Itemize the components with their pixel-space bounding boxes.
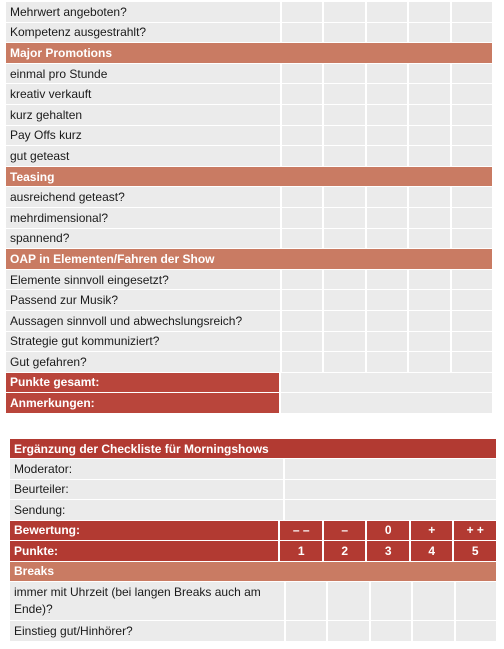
score-cell[interactable] bbox=[450, 290, 492, 310]
score-cell[interactable] bbox=[322, 270, 364, 290]
checklist-row bbox=[6, 105, 492, 126]
score-cell[interactable] bbox=[326, 621, 368, 641]
criterion-label: mehrdimensional? bbox=[6, 208, 280, 228]
points-scale-item: 3 bbox=[365, 541, 409, 561]
score-cell[interactable] bbox=[365, 290, 407, 310]
score-cell[interactable] bbox=[365, 352, 407, 372]
moderator-field[interactable] bbox=[283, 459, 496, 479]
section-title: Breaks bbox=[14, 564, 55, 579]
checklist-row bbox=[6, 332, 492, 353]
score-cell[interactable] bbox=[322, 23, 364, 43]
score-cell[interactable] bbox=[407, 84, 449, 104]
score-cell[interactable] bbox=[407, 187, 449, 207]
beurteiler-field[interactable] bbox=[283, 480, 496, 500]
rating-scale-item: 0 bbox=[365, 521, 409, 541]
points-scale-item: 5 bbox=[452, 541, 496, 561]
score-cell[interactable] bbox=[365, 2, 407, 22]
score-cell[interactable] bbox=[322, 332, 364, 352]
info-row-sendung bbox=[10, 500, 496, 521]
score-cell[interactable] bbox=[450, 64, 492, 84]
section-title: Teasing bbox=[10, 169, 55, 184]
score-cell[interactable] bbox=[365, 311, 407, 331]
checklist-row bbox=[6, 208, 492, 229]
score-cell[interactable] bbox=[407, 332, 449, 352]
score-cell[interactable] bbox=[322, 208, 364, 228]
score-cell[interactable] bbox=[450, 146, 492, 166]
points-scale-item: 2 bbox=[322, 541, 366, 561]
points-label: Punkte: bbox=[14, 543, 59, 558]
section-title: Major Promotions bbox=[10, 45, 113, 60]
checklist-row bbox=[10, 582, 496, 621]
checklist-row bbox=[6, 84, 492, 105]
score-cell[interactable] bbox=[322, 2, 364, 22]
sendung-field[interactable] bbox=[283, 500, 496, 520]
score-cell[interactable] bbox=[280, 84, 322, 104]
score-cell[interactable] bbox=[280, 187, 322, 207]
score-cell[interactable] bbox=[280, 229, 322, 249]
score-cell[interactable] bbox=[280, 352, 322, 372]
morningshow-header bbox=[10, 439, 496, 459]
checklist-row bbox=[6, 146, 492, 167]
sendung-label: Sendung: bbox=[10, 500, 283, 520]
score-cell[interactable] bbox=[407, 105, 449, 125]
checklist-table bbox=[6, 2, 492, 414]
score-cell[interactable] bbox=[407, 352, 449, 372]
criterion-label: Passend zur Musik? bbox=[6, 290, 280, 310]
score-cell[interactable] bbox=[407, 208, 449, 228]
score-cell[interactable] bbox=[407, 126, 449, 146]
score-cell[interactable] bbox=[280, 290, 322, 310]
score-cell[interactable] bbox=[454, 621, 496, 641]
score-cell[interactable] bbox=[365, 332, 407, 352]
criterion-label: Aussagen sinnvoll und abwechslungsreich? bbox=[6, 311, 280, 331]
checklist-row bbox=[10, 621, 496, 642]
criterion-label: Einstieg gut/Hinhörer? bbox=[10, 621, 284, 641]
notes-row bbox=[6, 393, 492, 414]
score-cell[interactable] bbox=[411, 582, 453, 620]
rating-scale-item: + bbox=[409, 521, 453, 541]
points-total-field[interactable] bbox=[279, 373, 492, 393]
criterion-label: immer mit Uhrzeit (bei langen Breaks auch am Ende)? bbox=[10, 582, 284, 620]
criterion-label: Elemente sinnvoll eingesetzt? bbox=[6, 270, 280, 290]
score-cell[interactable] bbox=[450, 126, 492, 146]
criterion-label: spannend? bbox=[6, 229, 280, 249]
section-header-oap bbox=[6, 249, 492, 270]
score-cell[interactable] bbox=[322, 352, 364, 372]
score-cell[interactable] bbox=[322, 126, 364, 146]
rating-scale-row bbox=[10, 521, 496, 542]
header-fill bbox=[284, 439, 496, 458]
score-cell[interactable] bbox=[407, 311, 449, 331]
score-cell[interactable] bbox=[280, 64, 322, 84]
score-cell[interactable] bbox=[280, 146, 322, 166]
score-cell[interactable] bbox=[365, 84, 407, 104]
checklist-row bbox=[6, 229, 492, 250]
score-cell[interactable] bbox=[322, 64, 364, 84]
score-cell[interactable] bbox=[284, 582, 326, 620]
rating-scale-item: – – bbox=[278, 521, 322, 541]
points-scale-item: 4 bbox=[409, 541, 453, 561]
score-cell[interactable] bbox=[322, 311, 364, 331]
score-cell[interactable] bbox=[450, 187, 492, 207]
score-cell[interactable] bbox=[365, 146, 407, 166]
score-cell[interactable] bbox=[322, 84, 364, 104]
score-cell[interactable] bbox=[450, 105, 492, 125]
rating-label: Bewertung: bbox=[14, 523, 80, 538]
score-cell[interactable] bbox=[407, 270, 449, 290]
checklist-row bbox=[6, 64, 492, 85]
criterion-label: Pay Offs kurz bbox=[6, 126, 280, 146]
rating-scale-item: + + bbox=[452, 521, 496, 541]
score-cell[interactable] bbox=[450, 2, 492, 22]
score-cell[interactable] bbox=[450, 23, 492, 43]
section-header-teasing bbox=[6, 167, 492, 188]
score-cell[interactable] bbox=[450, 229, 492, 249]
criterion-label: einmal pro Stunde bbox=[6, 64, 280, 84]
score-cell[interactable] bbox=[365, 270, 407, 290]
score-cell[interactable] bbox=[322, 290, 364, 310]
score-cell[interactable] bbox=[280, 105, 322, 125]
score-cell[interactable] bbox=[280, 311, 322, 331]
score-cell[interactable] bbox=[411, 621, 453, 641]
score-cell[interactable] bbox=[407, 23, 449, 43]
criterion-label: gut geteast bbox=[6, 146, 280, 166]
score-cell[interactable] bbox=[322, 146, 364, 166]
checklist-row bbox=[6, 311, 492, 332]
info-row-beurteiler bbox=[10, 480, 496, 501]
score-cell[interactable] bbox=[365, 229, 407, 249]
score-cell[interactable] bbox=[284, 621, 326, 641]
beurteiler-label: Beurteiler: bbox=[10, 480, 283, 500]
score-cell[interactable] bbox=[365, 208, 407, 228]
score-cell[interactable] bbox=[280, 126, 322, 146]
notes-label: Anmerkungen: bbox=[6, 393, 279, 413]
score-cell[interactable] bbox=[365, 126, 407, 146]
score-cell[interactable] bbox=[454, 582, 496, 620]
score-cell[interactable] bbox=[365, 187, 407, 207]
section-title: OAP in Elementen/Fahren der Show bbox=[10, 251, 215, 266]
criterion-label: Mehrwert angeboten? bbox=[6, 2, 280, 22]
criterion-label: Gut gefahren? bbox=[6, 352, 280, 372]
checklist-row bbox=[6, 126, 492, 147]
score-cell[interactable] bbox=[450, 270, 492, 290]
criterion-label: kurz gehalten bbox=[6, 105, 280, 125]
section-header-breaks bbox=[10, 562, 496, 583]
checklist-row bbox=[6, 352, 492, 373]
points-scale-row bbox=[10, 541, 496, 562]
criterion-label: Kompetenz ausgestrahlt? bbox=[6, 23, 280, 43]
score-cell[interactable] bbox=[407, 2, 449, 22]
info-row-moderator bbox=[10, 459, 496, 480]
notes-field[interactable] bbox=[279, 393, 492, 413]
score-cell[interactable] bbox=[280, 270, 322, 290]
points-total-row bbox=[6, 373, 492, 394]
score-cell[interactable] bbox=[450, 332, 492, 352]
score-cell[interactable] bbox=[407, 64, 449, 84]
score-cell[interactable] bbox=[450, 311, 492, 331]
score-cell[interactable] bbox=[322, 105, 364, 125]
points-total-label: Punkte gesamt: bbox=[6, 373, 279, 393]
moderator-label: Moderator: bbox=[10, 459, 283, 479]
score-cell[interactable] bbox=[369, 582, 411, 620]
section-header-major-promotions bbox=[6, 43, 492, 64]
score-cell[interactable] bbox=[365, 105, 407, 125]
checklist-row bbox=[6, 290, 492, 311]
criterion-label: kreativ verkauft bbox=[6, 84, 280, 104]
morningshow-table bbox=[10, 439, 496, 642]
score-cell[interactable] bbox=[450, 84, 492, 104]
score-cell[interactable] bbox=[450, 208, 492, 228]
checklist-row bbox=[6, 187, 492, 208]
points-scale-item: 1 bbox=[278, 541, 322, 561]
checklist-row bbox=[6, 23, 492, 44]
score-cell[interactable] bbox=[407, 290, 449, 310]
morningshow-title: Ergänzung der Checkliste für Morningshows bbox=[14, 441, 269, 456]
score-cell[interactable] bbox=[450, 352, 492, 372]
checklist-row bbox=[6, 270, 492, 291]
score-cell[interactable] bbox=[322, 229, 364, 249]
criterion-label: ausreichend geteast? bbox=[6, 187, 280, 207]
score-cell[interactable] bbox=[280, 332, 322, 352]
score-cell[interactable] bbox=[280, 208, 322, 228]
score-cell[interactable] bbox=[365, 64, 407, 84]
score-cell[interactable] bbox=[280, 2, 322, 22]
criterion-label: Strategie gut kommuniziert? bbox=[6, 332, 280, 352]
score-cell[interactable] bbox=[407, 229, 449, 249]
score-cell[interactable] bbox=[322, 187, 364, 207]
checklist-row bbox=[6, 2, 492, 23]
score-cell[interactable] bbox=[365, 23, 407, 43]
rating-scale-item: – bbox=[322, 521, 366, 541]
score-cell[interactable] bbox=[369, 621, 411, 641]
score-cell[interactable] bbox=[407, 146, 449, 166]
score-cell[interactable] bbox=[326, 582, 368, 620]
score-cell[interactable] bbox=[280, 23, 322, 43]
